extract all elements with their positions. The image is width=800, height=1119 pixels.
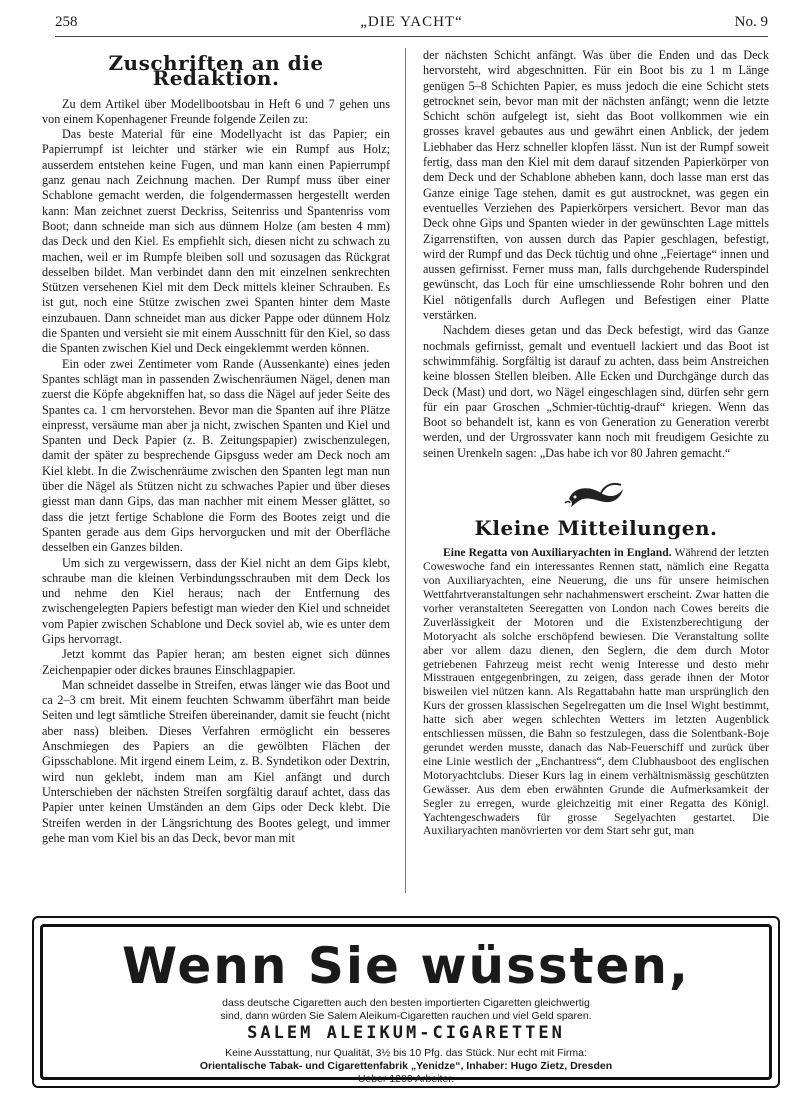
ad-text-line: Ueber 1200 Arbeiter.	[357, 1073, 455, 1085]
journal-title: „DIE YACHT“	[360, 14, 463, 30]
right-column	[423, 48, 769, 838]
news-item-body: Während der letzten Coweswoche fand ein interessantes Rennen statt, nämlich eine Regatta von Auxiliaryachten, eine Neuerung, die uns für unsere heimischen Wettfahrtveranstaltungen sehr nachahmenswert erscheint. Zwar hatten die vorher veranstalteten Seeregatten von London nach Cowes bereits die Zuverlässigkeit der Motoren und die Existenzberechtigung der Motoryacht als solche erschöpfend bewiesen. Die Veranstaltung sollte aber vor allem dazu dienen, den Seglern, die dem durch Motor getriebenen Fahrzeug meist recht wenig Interesse und desto mehr Misstrauen entgegenbringen, zu zeigen, dass gerade ihnen der Motor bisweilen viel nützen kann. Als Regattabahn hatte man ursprünglich den Kurs der grossen klassischen Segelregatten um die Insel Wight bestimmt, hatte sich aber wegen schlechten Wetters im letzten Augenblick entschliessen müssen, die Bahn so festzulegen, dass die Solentbank-Boje gerundet werden musste, danach das Nab-Feuerschiff und zurück über eine Linie westlich der „Enchantress“, dem Clubhausboot des englischen Motoryachtclubs. Dieser Kurs lag in einem verhältnismässig geschützten Gewässer. Aus dem eben erwähnten Grunde die Aufmerksamkeit der Segler zu erregen, wurde gleichzeitig mit einer Regatta des Königl. Yachtengeschwaders für grosse Segelyachten gestartet. Die Auxiliaryachten manövrierten vor dem Start sehr gut, man	[423, 546, 769, 838]
paragraph: Um sich zu vergewissern, dass der Kiel nicht an dem Gips klebt, schraube man die kleinen Verbindungsschrauben mit dem Deck los und nehme den Kiel heraus; nach der Entfernung des zwischengelegten Papiers befestigt man wieder den Kiel und schneidet vom Papier zwischen Schablone und Deck soviel ab, wie es unter dem Gips hervorragt.	[42, 555, 390, 646]
page-number: 258	[55, 14, 78, 30]
ad-company-line: Orientalische Tabak- und Cigarettenfabrik „Yenidze“, Inhaber: Hugo Zietz, Dresden	[199, 1060, 613, 1072]
paragraph: Nachdem dieses getan und das Deck befestigt, wird das Ganze nochmals gefirnisst, gemalt und eventuell lackiert und das Boot ist schwimmfähig. Sorgfältig ist darauf zu achten, dass beim Anstreichen keine blossen Stellen bleiben. Alle Ecken und Durchgänge durch das Deck (Mast) und dort, wo Nägel eingeschlagen sind, dürfen sehr gern für ein paar Groschen „Schmier-tüchtig-drauf“ kriegen. Wenn das Boot so behandelt ist, kann es von Generation zu Generation vererbt werden, und der Urgrossvater kann noch mit freudigem Gesichte zu seinen Urenkeln sagen: „Das habe ich vor 80 Jahren gemacht.“	[423, 323, 769, 460]
paragraph: Jetzt kommt das Papier heran; am besten eignet sich dünnes Zeichenpapier oder dickes braunes Einschlagpapier.	[42, 647, 390, 677]
ad-text-line: Keine Ausstattung, nur Qualität, 3½ bis 10 Pfg. das Stück. Nur echt mit Firma:	[225, 1047, 587, 1059]
header-rule	[55, 36, 768, 37]
paragraph: Man schneidet dasselbe in Streifen, etwas länger wie das Boot und ca 2–3 cm breit. Mit einem feuchten Schwamm überfährt man beide Seiten und legt sämtliche Streifen übereinander, damit sie feucht (nicht aber nass) bleiben. Dieses Verfahren ermöglicht ein besseres Anschmiegen des Papiers an die gewölbten Flächen der Gipsschablone. Mit irgend einem Leim, z. B. Syndetikon oder Dextrin, wird nun geklebt, indem man am Kiel anfängt und durch Unterschieben der nächsten Streifen sorgfältig darauf achtet, dass das Papier unter keinen Umständen an dem Gips oder Deck klebt. Die Streifen werden in der Längsrichtung des Bootes gelegt, und immer gehe man vom Kiel bis an das Deck, bevor man mit	[42, 677, 390, 845]
ad-text-line: sind, dann würden Sie Salem Aleikum-Cigaretten rauchen und viel Geld sparen.	[220, 1010, 592, 1022]
column-divider	[405, 48, 406, 893]
ad-brand: SALEM ALEIKUM-CIGARETTEN	[247, 1023, 565, 1043]
advertisement	[32, 916, 780, 1088]
paragraph: Das beste Material für eine Modellyacht ist das Papier; ein Papierrumpf ist leichter und stärker wie ein Rumpf aus Holz; ausserdem entstehen keine Fugen, und man kann einen Papierrumpf ganz genau nach Zeichnung machen. Der Rumpf muss über einer Schablone gemacht werden, die folgendermassen hergestellt werden kann: Man zeichnet zuerst Deckriss, Seitenriss und Spantenriss vom Boot; dann schneide man sich aus dünnem Holze (am besten 4 mm) das Deck und den Kiel. Es empfiehlt sich, diesen nicht zu schwach zu machen, weil er im Rumpfe bleiben soll und sozusagen das Rückgrat desselben bildet. Man verbindet dann den mit einzelnen senkrechten Stützen versehenen Kiel mit dem Deck mittels kleiner Schrauben. Es ist gut, noch eine Stütze zwischen zwei Spanten hinter dem Maste einzubauen. Dann schneidet man aus dicker Pappe oder dünnem Holz die Spanten und versieht sie mit einem Ausschnitt für den Kiel, so dass die Spanten zwischen Kiel und Deck eingeklemmt werden können.	[42, 127, 390, 356]
paragraph: Ein oder zwei Zentimeter vom Rande (Aussenkante) eines jeden Spantes schlägt man in passenden Zwischenräumen Nägel, denen man zuerst die Köpfe abgekniffen hat, so dass die Nägel auf jeder Seite des Spantes ca. 1 cm hervorstehen. Bevor man die Spanten auf ihre Plätze einpresst, versäume man aber ja nicht, zwischen Spanten und Kiel und Spanten und Deck Papier (z. B. Zeitungspapier) zwischenzulegen, damit der später zu besprechende Gipsguss weder am Deck noch am Kiel klebt. In die Zwischenräume zwischen den Spanten legt man nun über die Nägel als Stützen nicht zu schwaches Papier und über dieses giesst man dann Gips, das man nachher mit einem Messer glättet, so dass die jetzt fertige Schablone die Form des Bootes zeigt und die Spanten gerade aus dem Gips hervorgucken und mit der Oberfläche desselben ein Ganzes bilden.	[42, 356, 390, 555]
running-header	[55, 14, 768, 36]
ad-headline: Wenn Sie wüssten,	[121, 937, 691, 995]
section-heading-mitteilungen: Kleine Mitteilungen.	[474, 516, 718, 541]
news-item-title: Eine Regatta von Auxiliaryachten in England.	[443, 546, 672, 560]
left-column	[42, 48, 390, 846]
ad-text-line: dass deutsche Cigaretten auch den besten importierten Cigaretten gleichwertig	[222, 997, 590, 1009]
section-heading-zuschriften: Zuschriften an die Redaktion.	[108, 51, 324, 91]
paragraph: Zu dem Artikel über Modellbootsbau in Heft 6 und 7 gehen uns von einem Kopenhagener Freunde folgende Zeilen zu:	[42, 96, 390, 126]
advertisement-frame	[40, 924, 772, 1085]
news-item	[423, 546, 769, 838]
issue-number: No. 9	[734, 14, 768, 30]
paragraph: der nächsten Schicht anfängt. Was über die Enden und das Deck hervorsteht, wird abgeschnitten. Für ein Boot bis zu 1 m Länge genügen 5–8 Schichten Papier, es muss jedoch die eine Schicht stets getrocknet sein, bevor man mit der nächsten anfängt; wenn die letzte Schicht schön aufgelegt ist, sieht das Boot vollkommen wie ein grosses kravel gebautes aus und gewährt einen Anblick, der jedem Liebhaber das Herz schneller klopfen lässt. Nun ist der Rumpf soweit fertig, dass man den Kiel mit dem darauf sitzenden Papierkörper von dem Deck und der Schablone abheben kann, doch lasse man erst das Ganze einige Tage stehen, damit es gut austrocknet, was gegen ein eventuelles Verziehen des Papierkörpers versichert. Bevor man das Deck ohne Gips und Spanten wieder in der gewünschten Lage mittels Zigarrenstiften, von aussen durch das Papier geschlagen, befestigt, wird der Rumpf und das Deck tüchtig und ohne „Feiertage“ innen und aussen gefirnisst. Ferner muss man, falls durchgehende Ruderspindel gewünscht, das Loch für eine umschliessende Rohr bohren und den Kiel nötigenfalls durch Auflegen und Befestigen einer Platte verstärken.	[423, 48, 769, 323]
dolphin-ornament-icon	[561, 477, 631, 511]
